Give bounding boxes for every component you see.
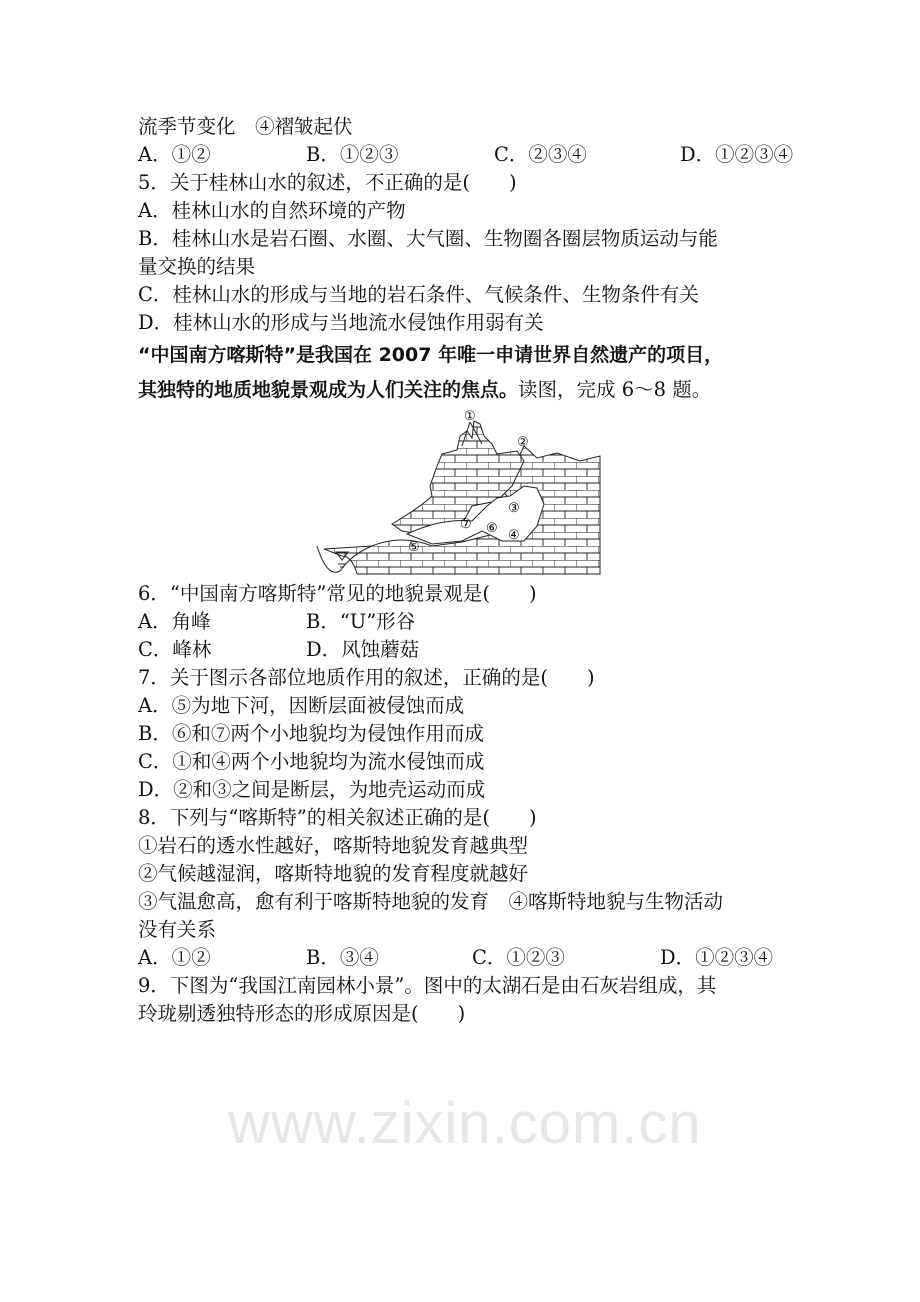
karst-diagram: [312, 406, 612, 578]
q8-option-a: A．①②: [138, 946, 211, 969]
watermark: www.zixin.com.cn: [228, 1091, 702, 1156]
q8-statement-1: ①岩石的透水性越好，喀斯特地貌发育越典型: [138, 834, 529, 857]
intro-rest: 读图，完成 6～8 题。: [518, 378, 712, 401]
q9-line-1: 9．下图为“我国江南园林小景”。图中的太湖石是由石灰岩组成，其: [138, 974, 717, 997]
label-2: ②: [517, 435, 529, 450]
q5-option-b-cont: 量交换的结果: [138, 255, 256, 278]
q8-option-d: D．①②③④: [660, 946, 774, 969]
q5-stem: 5．关于桂林山水的叙述，不正确的是( ): [138, 171, 517, 194]
intro-line-2: [138, 378, 711, 402]
q4-tail-text: 流季节变化 ④褶皱起伏: [138, 115, 353, 138]
q5-option-a: A．桂林山水的自然环境的产物: [138, 199, 406, 222]
q6-option-c: C．峰林: [138, 638, 212, 661]
label-5: ⑤: [408, 540, 420, 555]
label-4: ④: [508, 528, 520, 543]
q4-option-d: D．①②③④: [680, 143, 794, 166]
q6-option-b: B．“U”形谷: [306, 610, 416, 633]
q8-statement-4: 没有关系: [138, 918, 217, 941]
q9-line-2: 玲珑剔透独特形态的形成原因是( ): [138, 1002, 466, 1025]
q4-option-b: B．①②③: [306, 143, 399, 166]
q4-option-c: C．②③④: [494, 143, 587, 166]
q5-option-c: C．桂林山水的形成与当地的岩石条件、气候条件、生物条件有关: [138, 283, 699, 306]
q6-option-a: A．角峰: [138, 610, 211, 633]
q8-option-c: C．①②③: [472, 946, 565, 969]
q4-option-a: A．①②: [138, 143, 211, 166]
intro-bold: 其独特的地质地貌景观成为人们关注的焦点。: [138, 379, 519, 401]
q6-options-row1: [138, 610, 538, 634]
label-6: ⑥: [486, 521, 498, 536]
q7-stem: 7．关于图示各部位地质作用的叙述，正确的是( ): [138, 666, 595, 689]
label-1: ①: [464, 409, 476, 424]
q7-option-c: C．①和④两个小地貌均为流水侵蚀而成: [138, 750, 485, 773]
q6-stem: 6．“中国南方喀斯特”常见的地貌景观是( ): [138, 582, 537, 605]
q7-option-a: A．⑤为地下河，因断层面被侵蚀而成: [138, 694, 465, 717]
q5-option-b: B．桂林山水是岩石圈、水圈、大气圈、生物圈各圈层物质运动与能: [138, 227, 718, 250]
q7-option-d: D．②和③之间是断层，为地壳运动而成: [138, 778, 486, 801]
q8-stem: 8．下列与“喀斯特”的相关叙述正确的是( ): [138, 806, 537, 829]
q7-option-b: B．⑥和⑦两个小地貌均为侵蚀作用而成: [138, 722, 484, 745]
q6-option-d: D．风蚀蘑菇: [306, 638, 420, 661]
q8-statement-2: ②气候越湿润，喀斯特地貌的发育程度就越好: [138, 862, 529, 885]
label-3: ③: [508, 501, 520, 516]
q8-option-b: B．③④: [306, 946, 379, 969]
q5-option-d: D．桂林山水的形成与当地流水侵蚀作用弱有关: [138, 311, 544, 334]
q8-statement-3: ③气温愈高，愈有利于喀斯特地貌的发育 ④喀斯特地貌与生物活动: [138, 890, 724, 913]
intro-line-1: “中国南方喀斯特”是我国在 2007 年唯一申请世界自然遗产的项目，: [138, 344, 724, 366]
q4-options: [138, 143, 818, 167]
q6-options-row2: [138, 638, 538, 662]
q8-options: [138, 946, 818, 970]
label-7: ⑦: [460, 517, 472, 532]
